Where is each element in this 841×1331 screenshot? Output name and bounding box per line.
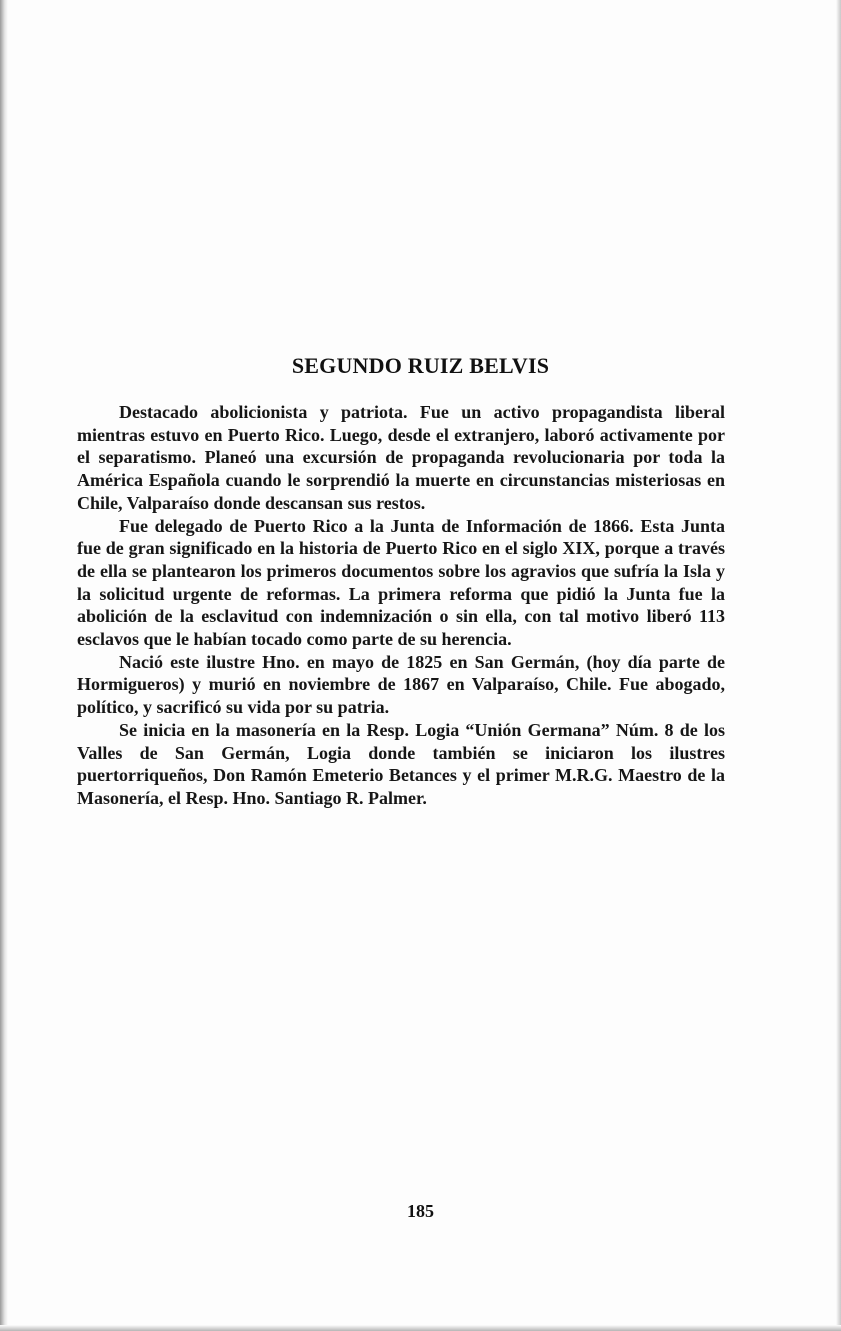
page-bottom-edge-shadow [0, 1325, 841, 1331]
section-title: SEGUNDO RUIZ BELVIS [291, 353, 550, 378]
paragraph: Fue delegado de Puerto Rico a la Junta de Información de 1866. Esta Junta fue de gran significado en la historia de Puerto Rico en el siglo XIX, porque a través de ella se plantearon los primeros documentos sobre los agravios que sufría la Isla y la solicitud urgente de reformas. La primera reforma que pidió la Junta fue la abolición de la esclavitud con indemnización o sin ella, con tal motivo liberó 113 esclavos que le habían tocado como parte de su herencia. [77, 515, 725, 650]
page-number: 185 [407, 1201, 434, 1221]
body-text [77, 401, 725, 810]
paragraph: Nació este ilustre Hno. en mayo de 1825 en San Germán, (hoy día parte de Hormigueros) y murió en noviembre de 1867 en Valparaíso, Chile. Fue abogado, político, y sacrificó su vida por su patria. [77, 651, 725, 718]
page-right-edge-shadow [836, 0, 841, 1331]
paragraph: Destacado abolicionista y patriota. Fue un activo propagandista liberal mientras estuvo en Puerto Rico. Luego, desde el extranjero, laboró activamente por el separatismo. Planeó una excursión de propaganda revolucionaria por toda la América Española cuando le sorprendió la muerte en circunstancias misteriosas en Chile, Valparaíso donde descansan sus restos. [77, 402, 725, 513]
page-left-edge-shadow [0, 0, 8, 1331]
paragraph: Se inicia en la masonería en la Resp. Logia “Unión Germana” Núm. 8 de los Valles de San Germán, Logia donde también se iniciaron los ilustres puertorriqueños, Don Ramón Emeterio Betances y el primer M.R.G. Maestro de la Masonería, el Resp. Hno. Santiago R. Palmer. [77, 719, 725, 808]
